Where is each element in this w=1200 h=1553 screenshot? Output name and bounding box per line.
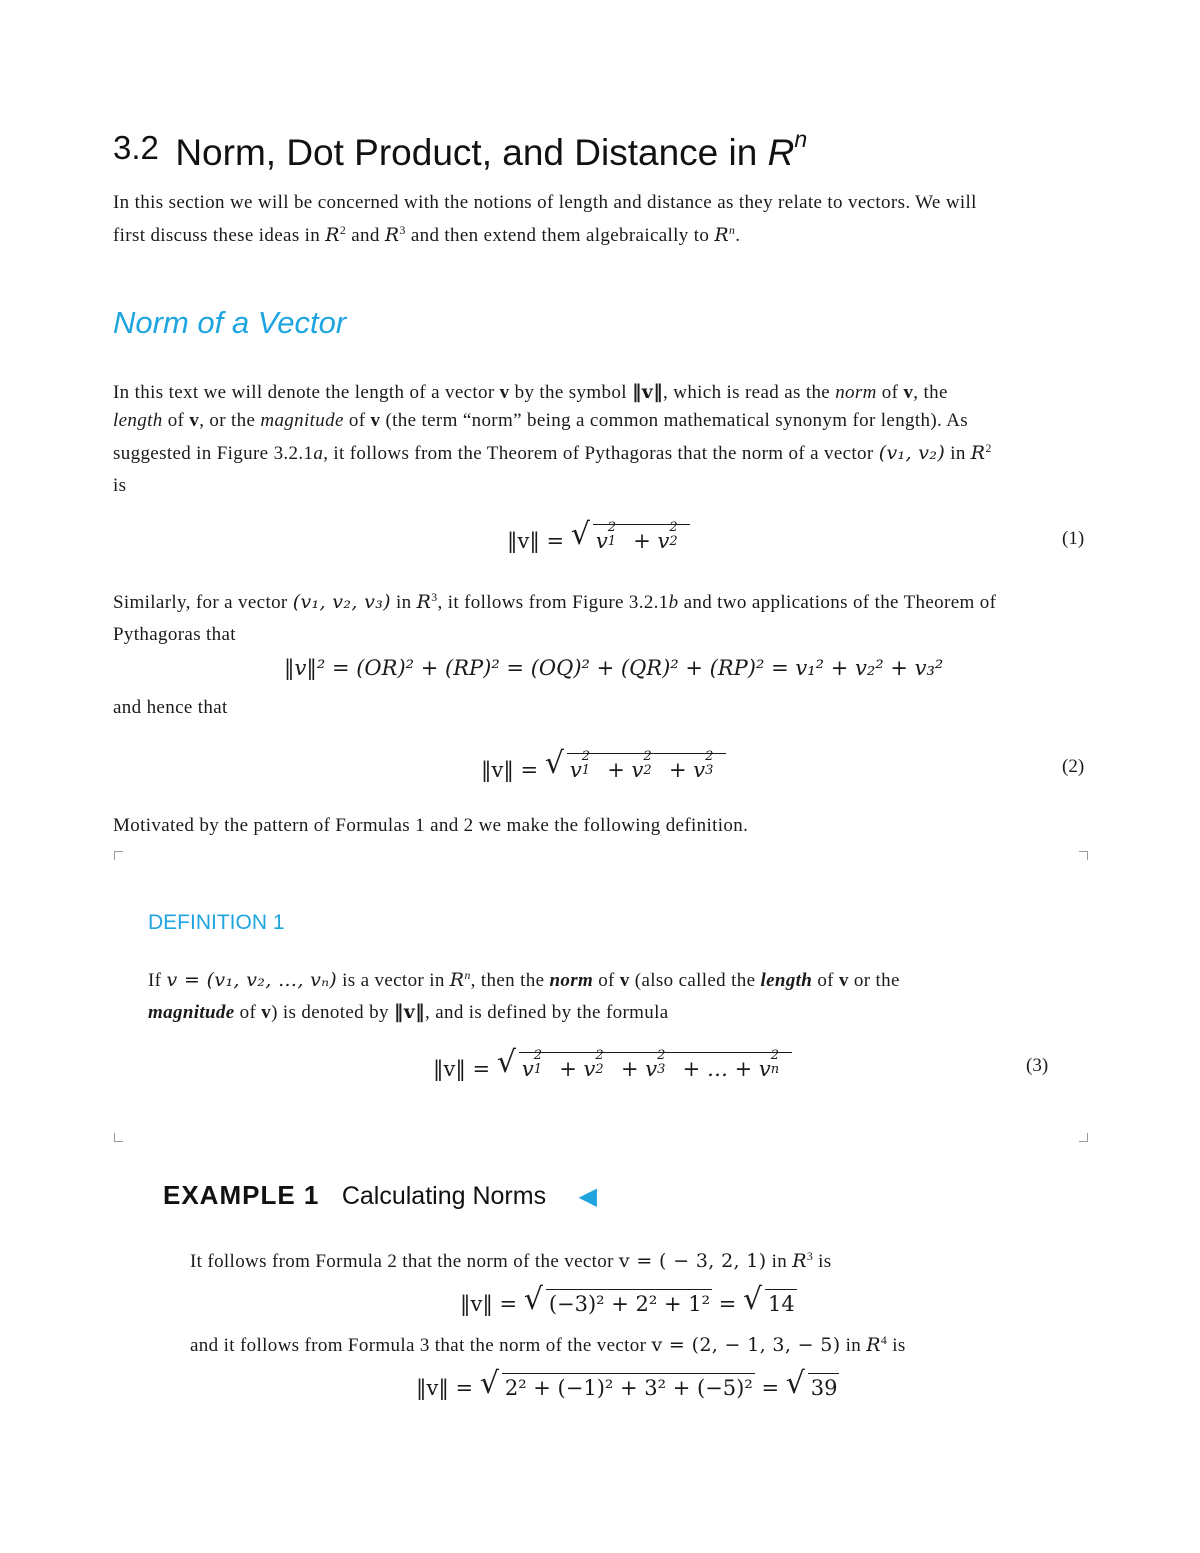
section-number: 3.2 [113, 129, 159, 166]
text: is a vector in [337, 970, 450, 992]
section-title-sup: n [794, 126, 808, 152]
text: of [343, 410, 371, 431]
equation-3-number: (3) [1026, 1055, 1049, 1076]
math-r: R [325, 224, 340, 247]
eq-lhs: ‖v‖ = [507, 529, 565, 553]
definition-body [148, 962, 1078, 1027]
text: and it follows from Formula 3 that the norm of the vector [190, 1335, 652, 1357]
radical-icon: √ [523, 1282, 543, 1317]
sqrt [743, 1282, 797, 1317]
eq-rhs: = [761, 1376, 786, 1400]
math-vector: (v₁, v₂, v₃) [292, 591, 391, 614]
corner-mark [114, 1133, 123, 1142]
text: It follows from Formula 2 that the norm of the vector [190, 1251, 619, 1273]
example-heading [163, 1180, 597, 1211]
term-magnitude: magnitude [260, 410, 344, 431]
text: , then the [470, 970, 550, 992]
radicand: (−3)² + 2² + 1² [546, 1289, 712, 1316]
math-vector: (v₁, v₂) [878, 442, 946, 465]
sqrt: √ v 2 1 + v 2 2 [571, 524, 690, 553]
math-sup: 2 [339, 224, 347, 237]
radicand: 39 [808, 1373, 840, 1400]
norm-symbol: ‖v‖ [631, 381, 664, 403]
vector-v: v [189, 410, 200, 431]
sqrt [479, 1366, 755, 1401]
example-title: Calculating Norms [341, 1182, 547, 1210]
intro-text: and then extend them algebraically to [405, 225, 715, 247]
text: , which is read as the [663, 382, 836, 403]
text: in [840, 1335, 867, 1357]
math-vector: v = (2, − 1, 3, − 5) [651, 1334, 841, 1357]
math-r: R [714, 224, 729, 247]
text: suggested in Figure 3.2.1 [113, 443, 314, 465]
equation-2-number: (2) [1062, 756, 1085, 777]
radical-icon: √ [785, 1366, 805, 1401]
sqrt: √ v 2 1 + v 2 2 + v 2 3 + … + v 2 n [497, 1052, 792, 1081]
back-arrow-icon[interactable]: ◀ [578, 1183, 597, 1210]
text: Similarly, for a vector [113, 592, 293, 614]
text: of [876, 382, 904, 403]
text: is [887, 1335, 906, 1357]
math-vector: v = (v₁, v₂, …, vₙ) [166, 969, 338, 992]
math-r: R [866, 1334, 881, 1357]
norm-symbol: ‖v‖ [393, 1001, 425, 1024]
text: b [668, 592, 679, 614]
text: , it follows from Figure 3.2.1 [437, 592, 669, 614]
term-magnitude: magnitude [148, 1002, 235, 1024]
example-equation-a [460, 1282, 797, 1317]
text: (also called the [629, 970, 761, 992]
text: of [593, 970, 620, 992]
text: and two applications of the Theorem of [678, 592, 997, 614]
sqrt [785, 1366, 840, 1401]
text: in [390, 592, 417, 614]
text: , the [913, 382, 948, 403]
math-sup: n [464, 969, 471, 982]
example-line-2 [190, 1327, 1090, 1360]
math-r: R [970, 442, 986, 465]
text: or the [848, 970, 900, 992]
text: a [313, 443, 324, 465]
radicand: 14 [765, 1289, 797, 1316]
sqrt [523, 1282, 712, 1317]
vector-v: v [499, 382, 510, 403]
norm-paragraph [113, 378, 1098, 500]
math-sup: n [728, 224, 736, 237]
corner-mark [1079, 1133, 1088, 1142]
math-sup: 3 [399, 224, 406, 237]
text: of [234, 1002, 262, 1024]
intro-line-1: In this section we will be concerned with the notions of length and distance as they relate to vectors. We will [113, 192, 977, 213]
subheading: Norm of a Vector [113, 305, 347, 340]
text: in [766, 1251, 793, 1273]
text: of [812, 970, 839, 992]
math-r: R [384, 224, 400, 247]
norm-line-2 [113, 407, 1098, 435]
math-vector: v = ( − 3, 2, 1) [618, 1250, 767, 1273]
example-line-1 [190, 1243, 1090, 1276]
text: , it follows from the Theorem of Pythagoras that the norm of a vector [323, 443, 879, 465]
intro-paragraph [113, 189, 1088, 250]
vector-v: v [370, 410, 381, 431]
corner-mark [1079, 851, 1088, 860]
definition-line-1 [148, 962, 1078, 995]
radical-icon: √ [496, 1045, 516, 1080]
radical-icon: √ [570, 517, 590, 552]
similarly-line-2: Pythagoras that [113, 624, 236, 646]
sqrt: √ v 2 1 + v 2 2 + v 2 3 [545, 753, 726, 782]
math-r: R [416, 591, 432, 614]
section-title-var: R [767, 132, 795, 173]
similarly-paragraph [113, 584, 1098, 649]
math-r: R [449, 969, 465, 992]
math-sup: 3 [806, 1250, 814, 1263]
vector-v: v [903, 382, 914, 403]
eq-lhs: ‖v‖ = [460, 1292, 518, 1316]
section-title: Norm, Dot Product, and Distance in [175, 132, 768, 173]
radical-icon: √ [479, 1366, 499, 1401]
intro-line-2 [113, 217, 1088, 250]
text: , and is defined by the formula [425, 1002, 669, 1024]
definition-line-2 [148, 998, 1078, 1027]
intro-text: . [735, 225, 741, 247]
eq-rhs: = [718, 1292, 744, 1316]
eq-lhs: ‖v‖ = [416, 1376, 474, 1400]
text: If [148, 970, 167, 992]
vector-v: v [261, 1002, 272, 1024]
term-length: length [113, 410, 163, 431]
radical-icon: √ [743, 1282, 763, 1317]
term-norm: norm [549, 970, 594, 992]
vector-v: v [838, 970, 849, 992]
text: of [162, 410, 190, 431]
math-r: R [792, 1250, 807, 1273]
example-equation-b [416, 1366, 839, 1401]
math-sup: 4 [880, 1334, 888, 1347]
example-label: EXAMPLE 1 [163, 1180, 320, 1210]
similarly-line-1 [113, 584, 1098, 617]
math-sup: 3 [431, 591, 438, 604]
term-norm: norm [835, 382, 877, 403]
equation-1 [507, 517, 690, 553]
text: (the term “norm” being a common mathematical synonym for length). As [380, 410, 969, 431]
norm-line-3 [113, 435, 1098, 468]
intro-text: first discuss these ideas in [113, 225, 326, 247]
term-length: length [760, 970, 813, 992]
equation-pythagoras: ‖v‖² = (OR)² + (RP)² = (OQ)² + (QR)² + (RP)² = v₁² + v₂² + v₃² [284, 656, 944, 680]
corner-mark [114, 851, 123, 860]
norm-line-4: is [113, 475, 127, 497]
norm-line-1 [113, 378, 1098, 407]
eq-lhs: ‖v‖ = [481, 758, 539, 782]
text: by the symbol [509, 382, 632, 403]
radicand: 2² + (−1)² + 3² + (−5)² [502, 1373, 755, 1400]
equation-3 [433, 1045, 792, 1081]
intro-text: and [346, 225, 385, 247]
vector-v: v [619, 970, 630, 992]
equation-1-number: (1) [1062, 528, 1085, 549]
equation-2 [481, 746, 726, 782]
definition-title: DEFINITION 1 [148, 911, 285, 934]
math-sup: 2 [985, 442, 992, 455]
text: ) is denoted by [271, 1002, 394, 1024]
text: is [813, 1251, 832, 1273]
section-heading [113, 126, 807, 174]
text: in [945, 443, 971, 465]
text: In this text we will denote the length of a vector [113, 382, 500, 403]
radical-icon: √ [544, 746, 564, 781]
hence-text: and hence that [113, 697, 228, 718]
motivated-text: Motivated by the pattern of Formulas 1 and 2 we make the following definition. [113, 815, 749, 836]
text: , or the [199, 410, 261, 431]
eq-lhs: ‖v‖ = [433, 1057, 491, 1081]
